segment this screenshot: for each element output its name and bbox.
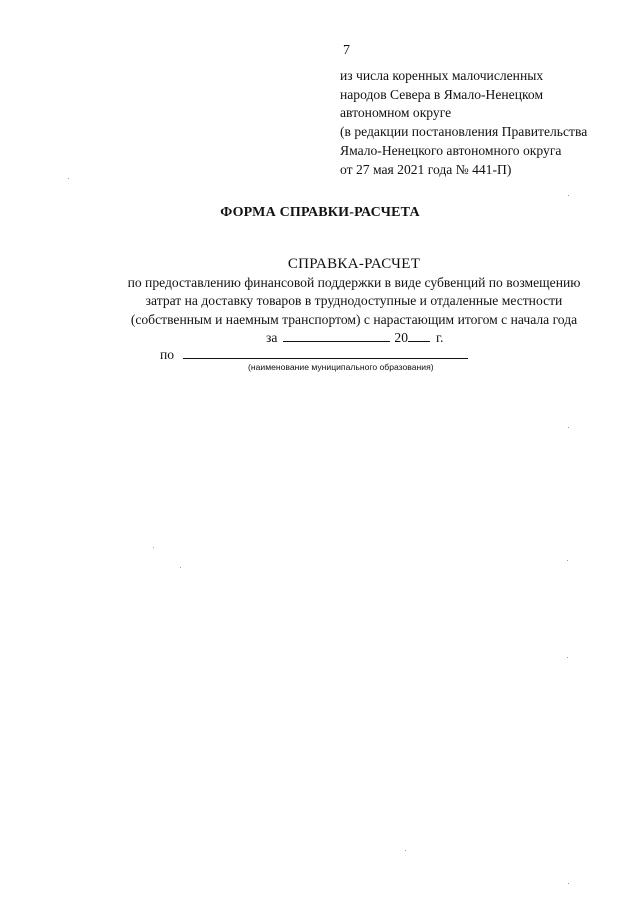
year-prefix: 20 [394, 330, 408, 345]
scan-speck [180, 567, 181, 568]
municipality-line [160, 345, 468, 363]
header-note-line: автономном округе [340, 105, 452, 121]
subtitle-line: затрат на доставку товаров в труднодоступные и отдаленные местности [145, 293, 563, 309]
scan-speck [568, 427, 569, 428]
municipality-caption: (наименование муниципального образования) [248, 362, 434, 372]
subtitle-line: по предоставлению финансовой поддержки в виде субвенций по возмещению [127, 275, 581, 290]
scan-speck [567, 560, 568, 561]
page-number: 7 [343, 43, 350, 58]
form-title: ФОРМА СПРАВКИ-РАСЧЕТА [220, 205, 420, 220]
header-note-line: (в редакции постановления Правительства [340, 124, 588, 140]
period-blank[interactable] [283, 328, 390, 342]
period-line [266, 328, 443, 346]
municipality-prefix: по [160, 347, 175, 362]
header-note [340, 67, 630, 179]
period-prefix: за [266, 330, 278, 345]
scan-speck [68, 178, 69, 179]
document-subtitle [0, 274, 640, 329]
header-note-line: народов Севера в Ямало-Ненецком [340, 86, 544, 102]
period-suffix: г. [436, 330, 444, 345]
scan-speck [567, 657, 568, 658]
header-note-line: из числа коренных малочисленных [340, 68, 544, 83]
municipality-blank[interactable] [183, 345, 468, 359]
scan-speck [568, 195, 569, 196]
scan-speck [405, 850, 406, 851]
subtitle-line: (собственным и наемным транспортом) с нарастающим итогом с начала года [130, 311, 578, 327]
scan-speck [568, 883, 569, 884]
year-blank[interactable] [408, 328, 430, 342]
document-title: СПРАВКА-РАСЧЕТ [287, 256, 421, 272]
header-note-line: от 27 мая 2021 года № 441-П) [340, 161, 512, 177]
scan-speck [153, 547, 154, 548]
header-note-line: Ямало-Ненецкого автономного округа [340, 142, 562, 158]
